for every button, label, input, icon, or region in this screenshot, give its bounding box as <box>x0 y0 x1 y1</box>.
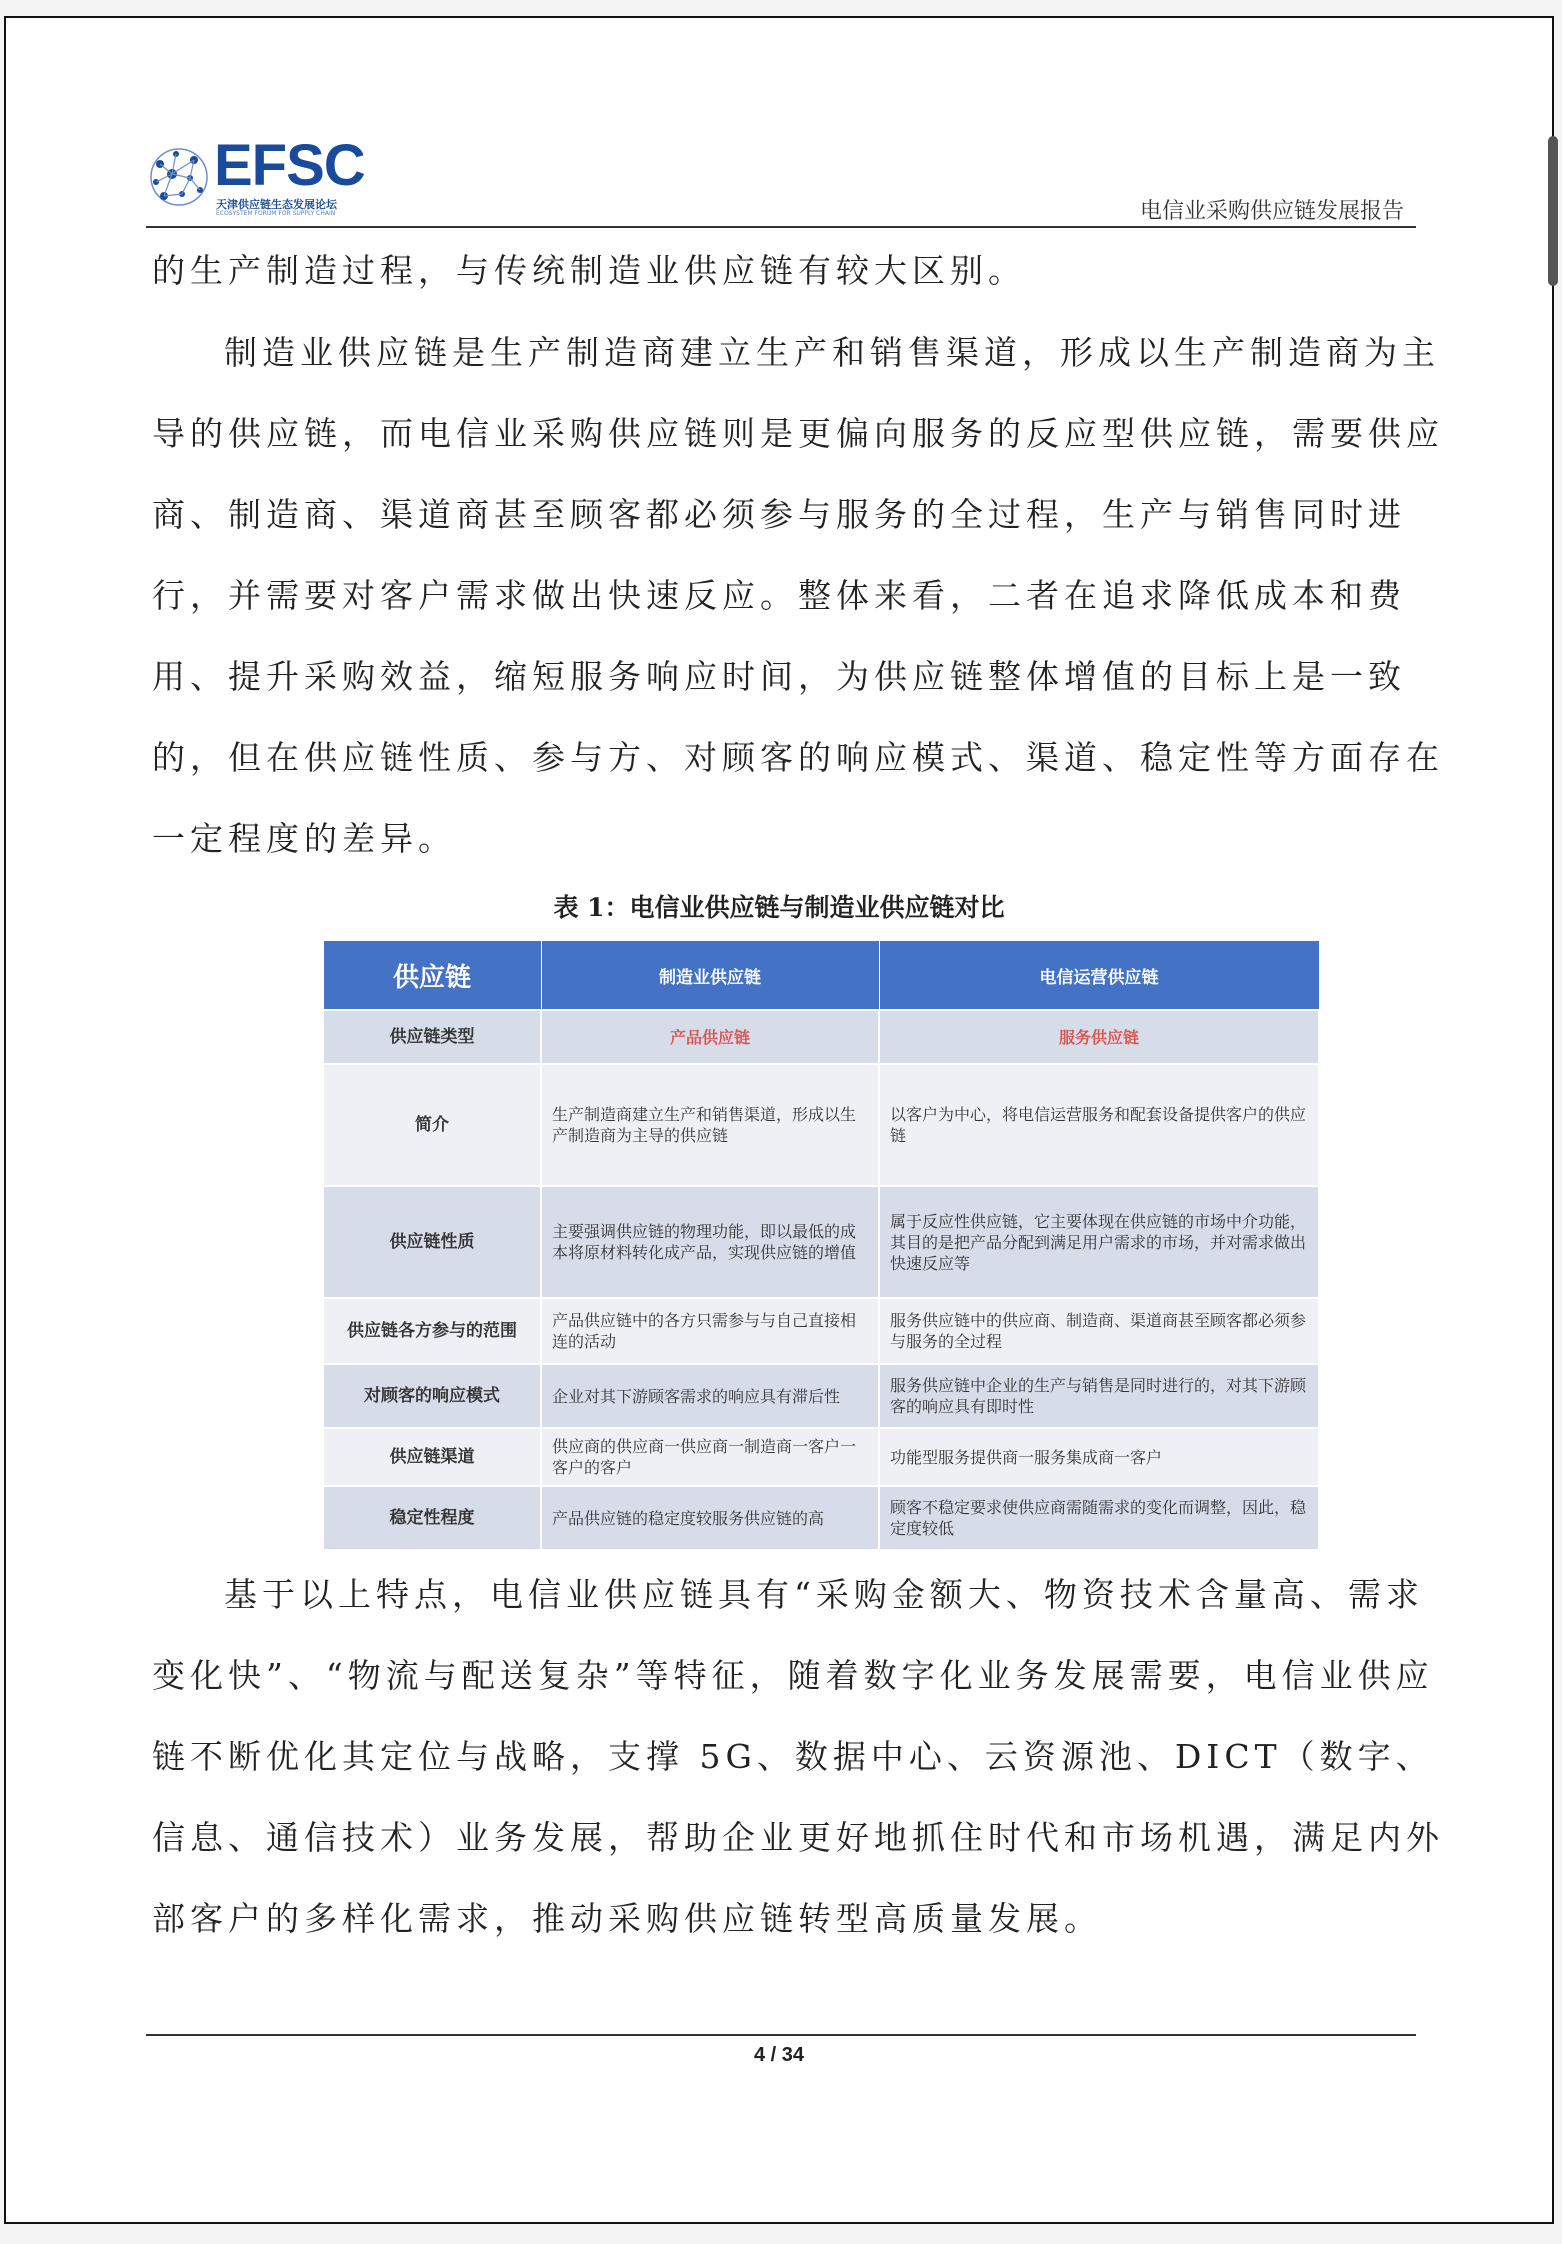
comparison-table <box>322 940 1320 1551</box>
cell-manufacturing: 供应商的供应商一供应商一制造商一客户一客户的客户 <box>541 1428 879 1486</box>
header-manufacturing: 制造业供应链 <box>541 941 879 1011</box>
row-label: 稳定性程度 <box>323 1486 541 1550</box>
table-row <box>323 1428 1319 1486</box>
cell-telecom: 顾客不稳定要求使供应商需随需求的变化而调整，因此，稳定度较低 <box>879 1486 1319 1550</box>
page-number: 4 / 34 <box>753 2044 805 2066</box>
row-label: 供应链渠道 <box>323 1428 541 1486</box>
table-row <box>323 1364 1319 1428</box>
table-row <box>323 1486 1319 1550</box>
logo-text: EFSC <box>214 133 365 198</box>
cell-telecom: 服务供应链中企业的生产与销售是同时进行的，对其下游顾客的响应具有即时性 <box>879 1364 1319 1428</box>
table-caption: 表 1：电信业供应链与制造业供应链对比 <box>553 893 1005 922</box>
row-label: 供应链性质 <box>323 1186 541 1298</box>
cell-telecom: 属于反应性供应链，它主要体现在供应链的市场中介功能，其目的是把产品分配到满足用户需求的市场，并对需求做出快速反应等 <box>879 1186 1319 1298</box>
cell-manufacturing: 产品供应链 <box>541 1010 879 1064</box>
cell-manufacturing: 产品供应链的稳定度较服务供应链的高 <box>541 1486 879 1550</box>
paragraph-3: 基于以上特点，电信业供应链具有“采购金额大、物资技术含量高、需求变化快”、“物流与配送复杂”等特征，随着数字化业务发展需要，电信业供应链不断优化其定位与战略，支撑 5G、数据中心、云资源池、DICT（数字、信息、通信技术）业务发展，帮助企业更好地抓住时代和市场机遇，满足内外部客户的多样化需求，推动采购供应链转型高质量发展。 <box>152 1575 1444 1938</box>
network-globe-icon <box>146 144 212 210</box>
cell-telecom: 功能型服务提供商一服务集成商一客户 <box>879 1428 1319 1486</box>
logo-subtitle-en: ECOSYSTEM FORUM FOR SUPPLY CHAIN <box>216 210 336 217</box>
report-title: 电信业采购供应链发展报告 <box>1139 199 1404 224</box>
paragraph-1: 的生产制造过程，与传统制造业供应链有较大区别。 <box>152 251 1026 290</box>
cell-telecom: 以客户为中心，将电信运营服务和配套设备提供客户的供应链 <box>879 1064 1319 1186</box>
table-row <box>323 1298 1319 1364</box>
row-label: 对顾客的响应模式 <box>323 1364 541 1428</box>
cell-telecom: 服务供应链中的供应商、制造商、渠道商甚至顾客都必须参与服务的全过程 <box>879 1298 1319 1364</box>
cell-manufacturing: 产品供应链中的各方只需参与与自己直接相连的活动 <box>541 1298 879 1364</box>
header-telecom: 电信运营供应链 <box>879 941 1319 1011</box>
cell-manufacturing: 主要强调供应链的物理功能，即以最低的成本将原材料转化成产品，实现供应链的增值 <box>541 1186 879 1298</box>
logo-subtitle: 天津供应链生态发展论坛 <box>216 198 337 211</box>
cell-manufacturing: 企业对其下游顾客需求的响应具有滞后性 <box>541 1364 879 1428</box>
table-row <box>323 1010 1319 1064</box>
cell-manufacturing: 生产制造商建立生产和销售渠道，形成以生产制造商为主导的供应链 <box>541 1064 879 1186</box>
table-row <box>323 1064 1319 1186</box>
efsc-logo <box>146 133 365 218</box>
row-label: 供应链类型 <box>323 1010 541 1064</box>
row-label: 简介 <box>323 1064 541 1186</box>
table-row <box>323 1186 1319 1298</box>
header-supply-chain: 供应链 <box>323 941 541 1011</box>
paragraph-2: 制造业供应链是生产制造商建立生产和销售渠道，形成以生产制造商为主导的供应链，而电信业采购供应链则是更偏向服务的反应型供应链，需要供应商、制造商、渠道商甚至顾客都必须参与服务的全过程，生产与销售同时进行，并需要对客户需求做出快速反应。整体来看，二者在追求降低成本和费用、提升采购效益，缩短服务响应时间，为供应链整体增值的目标上是一致的，但在供应链性质、参与方、对顾客的响应模式、渠道、稳定性等方面存在一定程度的差异。 <box>152 333 1444 858</box>
footer-divider <box>146 2034 1416 2036</box>
vertical-scrollbar[interactable] <box>1548 136 1558 286</box>
document-page <box>4 16 1554 2224</box>
table-header-row <box>323 941 1319 1011</box>
cell-telecom: 服务供应链 <box>879 1010 1319 1064</box>
header-divider <box>146 226 1416 228</box>
row-label: 供应链各方参与的范围 <box>323 1298 541 1364</box>
